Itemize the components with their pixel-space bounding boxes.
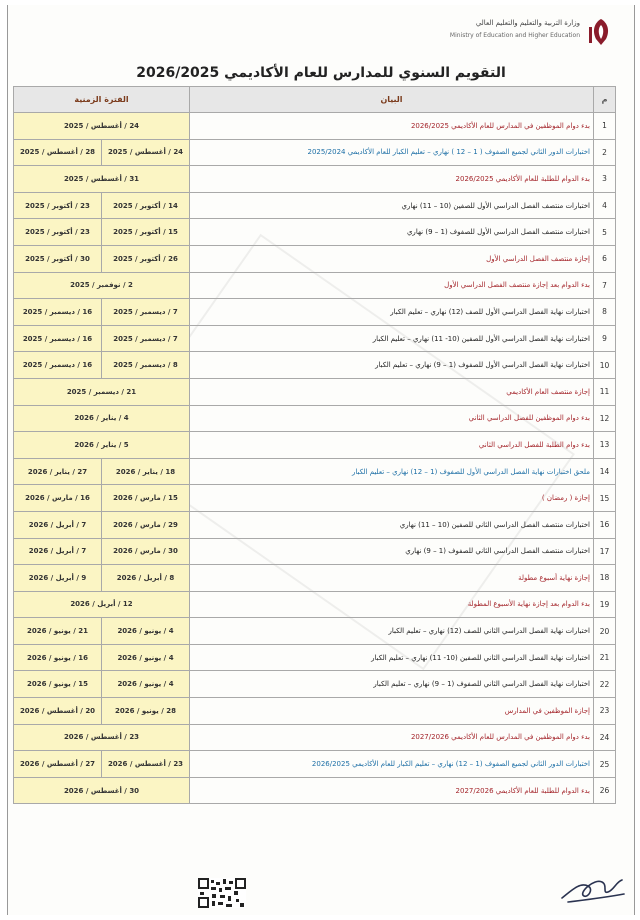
- row-number: 18: [594, 565, 616, 592]
- row-number: 14: [594, 458, 616, 485]
- table-row: [14, 166, 616, 193]
- row-description: إجازة نهاية أسبوع مطولة: [190, 565, 594, 592]
- row-description: ملحق اختبارات نهاية الفصل الدراسي الأول للصفوف (1 – 12) نهاري – تعليم الكبار: [190, 458, 594, 485]
- row-number: 25: [594, 751, 616, 778]
- col-header-desc: البيان: [190, 87, 594, 113]
- table-row: [14, 245, 616, 272]
- row-description: اختبارات الدور الثاني لجميع الصفوف ( 1 – 12 ) نهاري – تعليم الكبار للعام الأكاديمي 2025/2024: [190, 139, 594, 166]
- row-number: 8: [594, 299, 616, 326]
- row-date-end: 20 / أغسطس / 2026: [14, 698, 102, 725]
- row-number: 1: [594, 113, 616, 140]
- row-description: بدء دوام الطلبة للفصل الدراسي الثاني: [190, 432, 594, 459]
- row-date-end: 15 / يونيو / 2026: [14, 671, 102, 698]
- table-row: [14, 405, 616, 432]
- row-date: 21 / ديسمبر / 2025: [14, 378, 190, 405]
- row-number: 17: [594, 538, 616, 565]
- table-row: [14, 485, 616, 512]
- row-description: اختبارات نهاية الفصل الدراسي الثاني للصفوف (1 – 9) نهاري – تعليم الكبار: [190, 671, 594, 698]
- row-number: 2: [594, 139, 616, 166]
- table-row: [14, 618, 616, 645]
- table-header-row: [14, 87, 616, 113]
- row-number: 22: [594, 671, 616, 698]
- row-number: 10: [594, 352, 616, 379]
- table-row: [14, 272, 616, 299]
- row-date-end: 27 / أغسطس / 2026: [14, 751, 102, 778]
- row-date-start: 4 / يونيو / 2026: [102, 671, 190, 698]
- row-number: 21: [594, 644, 616, 671]
- row-description: بدء الدوام بعد إجازة منتصف الفصل الدراسي الأول: [190, 272, 594, 299]
- table-row: [14, 724, 616, 751]
- row-date: 31 / أغسطس / 2025: [14, 166, 190, 193]
- table-row: [14, 777, 616, 804]
- table-row: [14, 325, 616, 352]
- row-date-end: 9 / أبريل / 2026: [14, 565, 102, 592]
- row-number: 19: [594, 591, 616, 618]
- table-row: [14, 538, 616, 565]
- row-number: 13: [594, 432, 616, 459]
- row-date-end: 27 / يناير / 2026: [14, 458, 102, 485]
- row-date: 2 / نوفمبر / 2025: [14, 272, 190, 299]
- table-row: [14, 565, 616, 592]
- table-row: [14, 458, 616, 485]
- row-description: إجازة منتصف العام الأكاديمي: [190, 378, 594, 405]
- row-description: إجازة ( رمضان ): [190, 485, 594, 512]
- row-description: اختبارات منتصف الفصل الدراسي الثاني للصفوف (1 – 9) نهاري: [190, 538, 594, 565]
- table-row: [14, 751, 616, 778]
- row-date-start: 4 / يونيو / 2026: [102, 644, 190, 671]
- row-date-end: 16 / ديسمبر / 2025: [14, 299, 102, 326]
- row-date-end: 21 / يونيو / 2026: [14, 618, 102, 645]
- row-number: 26: [594, 777, 616, 804]
- row-date-start: 26 / أكتوبر / 2025: [102, 245, 190, 272]
- ministry-name-en: Ministry of Education and Higher Education: [449, 32, 580, 39]
- table-row: [14, 113, 616, 140]
- row-description: بدء الدوام للطلبة للعام الأكاديمي 2026/2025: [190, 166, 594, 193]
- table-row: [14, 378, 616, 405]
- row-description: بدء دوام الموظفين للفصل الدراسي الثاني: [190, 405, 594, 432]
- row-date-start: 18 / يناير / 2026: [102, 458, 190, 485]
- table-row: [14, 352, 616, 379]
- row-number: 9: [594, 325, 616, 352]
- col-header-period: الفترة الزمنية: [14, 87, 190, 113]
- row-description: اختبارات منتصف الفصل الدراسي الأول للصفين (10 – 11) نهاري: [190, 192, 594, 219]
- row-date: 12 / أبريل / 2026: [14, 591, 190, 618]
- table-row: [14, 299, 616, 326]
- row-date-start: 23 / أغسطس / 2026: [102, 751, 190, 778]
- row-date-start: 24 / أغسطس / 2025: [102, 139, 190, 166]
- row-description: اختبارات نهاية الفصل الدراسي الأول للصفين (10- 11) نهاري – تعليم الكبار: [190, 325, 594, 352]
- row-description: اختبارات منتصف الفصل الدراسي الثاني للصفين (10 – 11) نهاري: [190, 511, 594, 538]
- row-description: اختبارات منتصف الفصل الدراسي الأول للصفوف (1 – 9) نهاري: [190, 219, 594, 246]
- page-title: التقويم السنوي للمدارس للعام الأكاديمي 2026/2025: [136, 65, 506, 81]
- row-date-end: 16 / يونيو / 2026: [14, 644, 102, 671]
- table-body: [14, 113, 616, 804]
- row-description: بدء الدوام بعد إجازة نهاية الأسبوع المطولة: [190, 591, 594, 618]
- row-date-end: 23 / أكتوبر / 2025: [14, 192, 102, 219]
- row-description: اختبارات الدور الثاني لجميع الصفوف (1 – 12) نهاري – تعليم الكبار للعام الأكاديمي 2026/2025: [190, 751, 594, 778]
- row-description: إجازة الموظفين في المدارس: [190, 698, 594, 725]
- row-description: بدء دوام الموظفين في المدارس للعام الأكاديمي 2027/2026: [190, 724, 594, 751]
- table-row: [14, 671, 616, 698]
- row-number: 4: [594, 192, 616, 219]
- row-date-end: 7 / أبريل / 2026: [14, 511, 102, 538]
- row-date-end: 30 / أكتوبر / 2025: [14, 245, 102, 272]
- row-date-start: 29 / مارس / 2026: [102, 511, 190, 538]
- calendar-table: [13, 86, 616, 804]
- row-date-end: 28 / أغسطس / 2025: [14, 139, 102, 166]
- table-row: [14, 698, 616, 725]
- ministry-name-ar: وزارة التربية والتعليم والتعليم العالي: [475, 19, 580, 27]
- row-date-start: 7 / ديسمبر / 2025: [102, 325, 190, 352]
- row-date-end: 16 / ديسمبر / 2025: [14, 325, 102, 352]
- row-description: بدء دوام الموظفين في المدارس للعام الأكاديمي 2026/2025: [190, 113, 594, 140]
- row-date: 30 / أغسطس / 2026: [14, 777, 190, 804]
- row-date: 24 / أغسطس / 2025: [14, 113, 190, 140]
- row-number: 6: [594, 245, 616, 272]
- signature-icon: [558, 868, 628, 908]
- row-date-start: 4 / يونيو / 2026: [102, 618, 190, 645]
- row-number: 23: [594, 698, 616, 725]
- row-date-start: 28 / يونيو / 2026: [102, 698, 190, 725]
- table-row: [14, 644, 616, 671]
- row-date-start: 30 / مارس / 2026: [102, 538, 190, 565]
- row-description: اختبارات نهاية الفصل الدراسي الثاني للصف (12) نهاري – تعليم الكبار: [190, 618, 594, 645]
- row-number: 11: [594, 378, 616, 405]
- table-row: [14, 219, 616, 246]
- row-number: 7: [594, 272, 616, 299]
- row-number: 3: [594, 166, 616, 193]
- row-number: 15: [594, 485, 616, 512]
- row-date-start: 15 / مارس / 2026: [102, 485, 190, 512]
- row-description: اختبارات نهاية الفصل الدراسي الأول للصفوف (1 – 9) نهاري – تعليم الكبار: [190, 352, 594, 379]
- row-description: اختبارات نهاية الفصل الدراسي الأول للصف (12) نهاري – تعليم الكبار: [190, 299, 594, 326]
- row-date-start: 8 / ديسمبر / 2025: [102, 352, 190, 379]
- row-date: 23 / أغسطس / 2026: [14, 724, 190, 751]
- table-row: [14, 591, 616, 618]
- row-date: 4 / يناير / 2026: [14, 405, 190, 432]
- row-date-start: 15 / أكتوبر / 2025: [102, 219, 190, 246]
- row-number: 24: [594, 724, 616, 751]
- row-description: اختبارات نهاية الفصل الدراسي الثاني للصفين (10- 11) نهاري – تعليم الكبار: [190, 644, 594, 671]
- table-row: [14, 139, 616, 166]
- row-date-start: 14 / أكتوبر / 2025: [102, 192, 190, 219]
- row-date-end: 16 / ديسمبر / 2025: [14, 352, 102, 379]
- col-header-num: م: [594, 87, 616, 113]
- row-date-start: 7 / ديسمبر / 2025: [102, 299, 190, 326]
- qr-code-icon: [198, 878, 246, 908]
- table-row: [14, 192, 616, 219]
- row-number: 12: [594, 405, 616, 432]
- table-row: [14, 432, 616, 459]
- row-date: 5 / يناير / 2026: [14, 432, 190, 459]
- row-date-start: 8 / أبريل / 2026: [102, 565, 190, 592]
- row-description: إجازة منتصف الفصل الدراسي الأول: [190, 245, 594, 272]
- row-description: بدء الدوام للطلبة للعام الأكاديمي 2027/2026: [190, 777, 594, 804]
- row-date-end: 16 / مارس / 2026: [14, 485, 102, 512]
- emblem-icon: [586, 17, 616, 47]
- table-row: [14, 511, 616, 538]
- row-number: 5: [594, 219, 616, 246]
- row-number: 16: [594, 511, 616, 538]
- row-number: 20: [594, 618, 616, 645]
- ministry-logo: [426, 15, 616, 51]
- row-date-end: 7 / أبريل / 2026: [14, 538, 102, 565]
- row-date-end: 23 / أكتوبر / 2025: [14, 219, 102, 246]
